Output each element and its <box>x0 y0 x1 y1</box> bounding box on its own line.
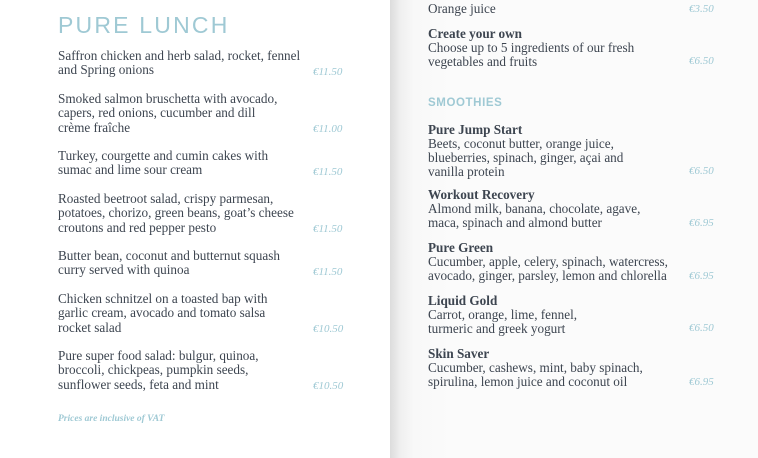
menu-item-desc: Pure super food salad: bulgur, quinoa, broccoli, chickpeas, pumpkin seeds, sunflower seeds, feta and mint <box>58 348 259 392</box>
menu-item-desc: Orange juice <box>428 1 496 16</box>
menu-item-price: €6.50 <box>689 55 714 67</box>
smoothie-name: Skin Saver <box>428 346 490 361</box>
menu-item-price: €11.50 <box>313 266 343 278</box>
menu-item-desc: Choose up to 5 ingredients of our fresh vegetables and fruits <box>428 40 635 69</box>
smoothie-item <box>428 294 688 336</box>
menu-item-desc: Smoked salmon bruschetta with avocado, capers, red onions, cucumber and dill crème fraîche <box>58 91 278 135</box>
vat-footnote: Prices are inclusive of VAT <box>58 414 165 424</box>
menu-item-create-your-own <box>428 27 688 69</box>
smoothie-desc: Beets, coconut butter, orange juice, blueberries, spinach, ginger, açai and vanilla protein <box>428 136 624 179</box>
menu-item-price: €10.50 <box>313 323 344 335</box>
smoothie-desc: Almond milk, banana, chocolate, agave, maca, spinach and almond butter <box>428 201 641 230</box>
smoothie-name: Workout Recovery <box>428 187 535 202</box>
menu-item-desc: Turkey, courgette and cumin cakes with sumac and lime sour cream <box>58 148 269 178</box>
menu-item-price: €10.50 <box>313 380 344 392</box>
smoothie-name: Liquid Gold <box>428 293 498 308</box>
smoothie-price: €6.95 <box>689 270 714 282</box>
menu-item-price: €11.50 <box>313 166 343 178</box>
menu-item-desc: Roasted beetroot salad, crispy parmesan, potatoes, chorizo, green beans, goat’s cheese croutons and red pepper pesto <box>58 191 294 235</box>
smoothie-desc: Carrot, orange, lime, fennel, turmeric and greek yogurt <box>428 307 578 336</box>
smoothie-name: Pure Jump Start <box>428 122 523 137</box>
smoothie-item <box>428 241 688 283</box>
menu-item-desc: Butter bean, coconut and butternut squash curry served with quinoa <box>58 248 280 278</box>
smoothie-item <box>428 188 688 230</box>
smoothie-price: €6.95 <box>689 217 714 229</box>
menu-item-price: €11.50 <box>313 66 343 78</box>
smoothie-price: €6.50 <box>689 322 714 334</box>
menu-item-desc: Saffron chicken and herb salad, rocket, fennel and Spring onions <box>58 48 301 78</box>
menu-item-price: €11.50 <box>313 223 343 235</box>
smoothie-desc: Cucumber, cashews, mint, baby spinach, spirulina, lemon juice and coconut oil <box>428 360 643 389</box>
menu-item-price: €11.00 <box>313 123 343 135</box>
menu-item-name: Create your own <box>428 26 523 41</box>
smoothie-desc: Cucumber, apple, celery, spinach, watercress, avocado, ginger, parsley, lemon and chlorella <box>428 254 668 283</box>
menu-item-orange-juice <box>428 2 688 16</box>
smoothie-price: €6.95 <box>689 376 714 388</box>
smoothies-heading: SMOOTHIES <box>428 97 503 109</box>
smoothie-name: Pure Green <box>428 240 494 255</box>
smoothie-item <box>428 123 688 179</box>
section-title: PURE LUNCH <box>58 12 230 38</box>
smoothie-item <box>428 347 688 389</box>
smoothie-price: €6.50 <box>689 165 714 177</box>
menu-item-desc: Chicken schnitzel on a toasted bap with garlic cream, avocado and tomato salsa rocket salad <box>58 291 268 335</box>
menu-item-price: €3.50 <box>689 3 714 15</box>
